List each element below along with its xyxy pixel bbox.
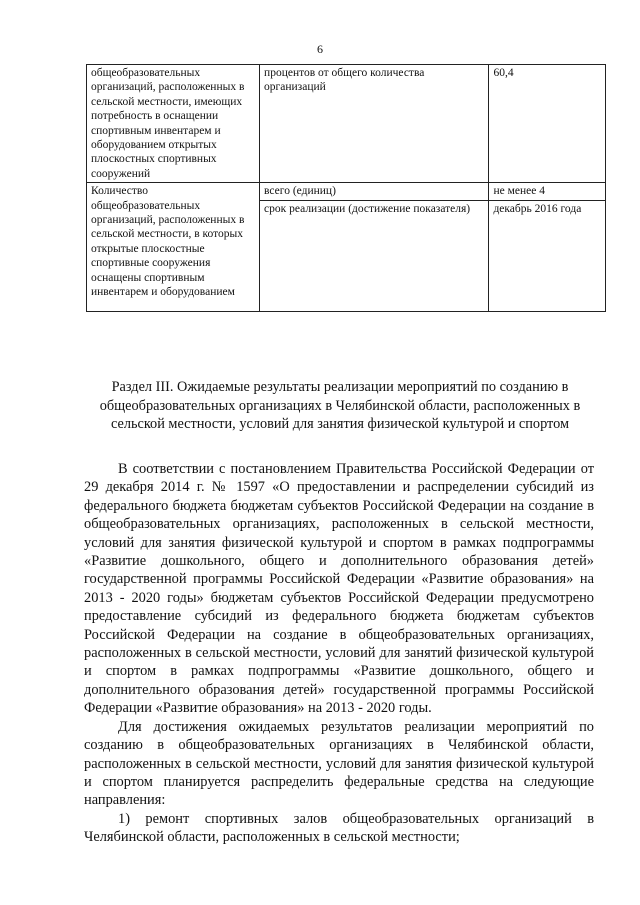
indicator-value: не менее 4 — [489, 183, 606, 200]
body-text — [84, 460, 594, 847]
table-row — [87, 183, 606, 200]
indicator-value: декабрь 2016 года — [489, 200, 606, 311]
indicator-label: общеобразовательных организаций, расположенных в сельской местности, имеющих потребность в оснащении спортивным инвентарем и оборудованием открытых плоскостных спортивных сооружений — [87, 65, 260, 183]
paragraph: 1) ремонт спортивных залов общеобразовательных организаций в Челябинской области, расположенных в сельской местности; — [84, 810, 594, 846]
indicator-label: Количество общеобразовательных организаций, расположенных в сельской местности, в которых открытые плоскостные спортивные сооружения оснащены спортивным инвентарем и оборудованием — [87, 183, 260, 311]
indicators-table — [86, 64, 606, 312]
indicator-value: 60,4 — [489, 65, 606, 183]
paragraph: Для достижения ожидаемых результатов реализации мероприятий по созданию в общеобразовательных организациях в Челябинской области, расположенных в сельской местности, условий для занятия физической культурой и спортом планируется распределить федеральные средства на следующие направления: — [84, 718, 594, 809]
paragraph: В соответствии с постановлением Правительства Российской Федерации от 29 декабря 2014 г. № 1597 «О предоставлении и распределении субсидий из федерального бюджета бюджетам субъектов Российской Федерации на создание в общеобразовательных организациях, расположенных в сельской местности, условий для занятия физической культурой и спортом в рамках подпрограммы «Развитие дошкольного, общего и дополнительного образования детей» государственной программы Российской Федерации «Развитие образования» на 2013 - 2020 годы» бюджетам субъектов Российской Федерации предусмотрено предоставление субсидий из федерального бюджета бюджетам субъектов Российской Федерации на создание в общеобразовательных организациях, расположенных в сельской местности, условий для занятий физической культурой и спортом в рамках подпрограммы «Развитие дошкольного, общего и дополнительного образования детей» государственной программы Российской Федерации «Развитие образования» на 2013 - 2020 годы. — [84, 461, 594, 717]
table-row — [87, 65, 606, 183]
indicator-unit: процентов от общего количества организаций — [260, 65, 489, 183]
indicator-unit: срок реализации (достижение показателя) — [260, 200, 489, 311]
page-number: 6 — [317, 42, 323, 56]
section-heading: Раздел III. Ожидаемые результаты реализации мероприятий по созданию в общеобразовательных организациях в Челябинской области, расположенных в сельской местности, условий для занятия физической культурой и спортом — [99, 379, 581, 432]
indicator-unit: всего (единиц) — [260, 183, 489, 200]
